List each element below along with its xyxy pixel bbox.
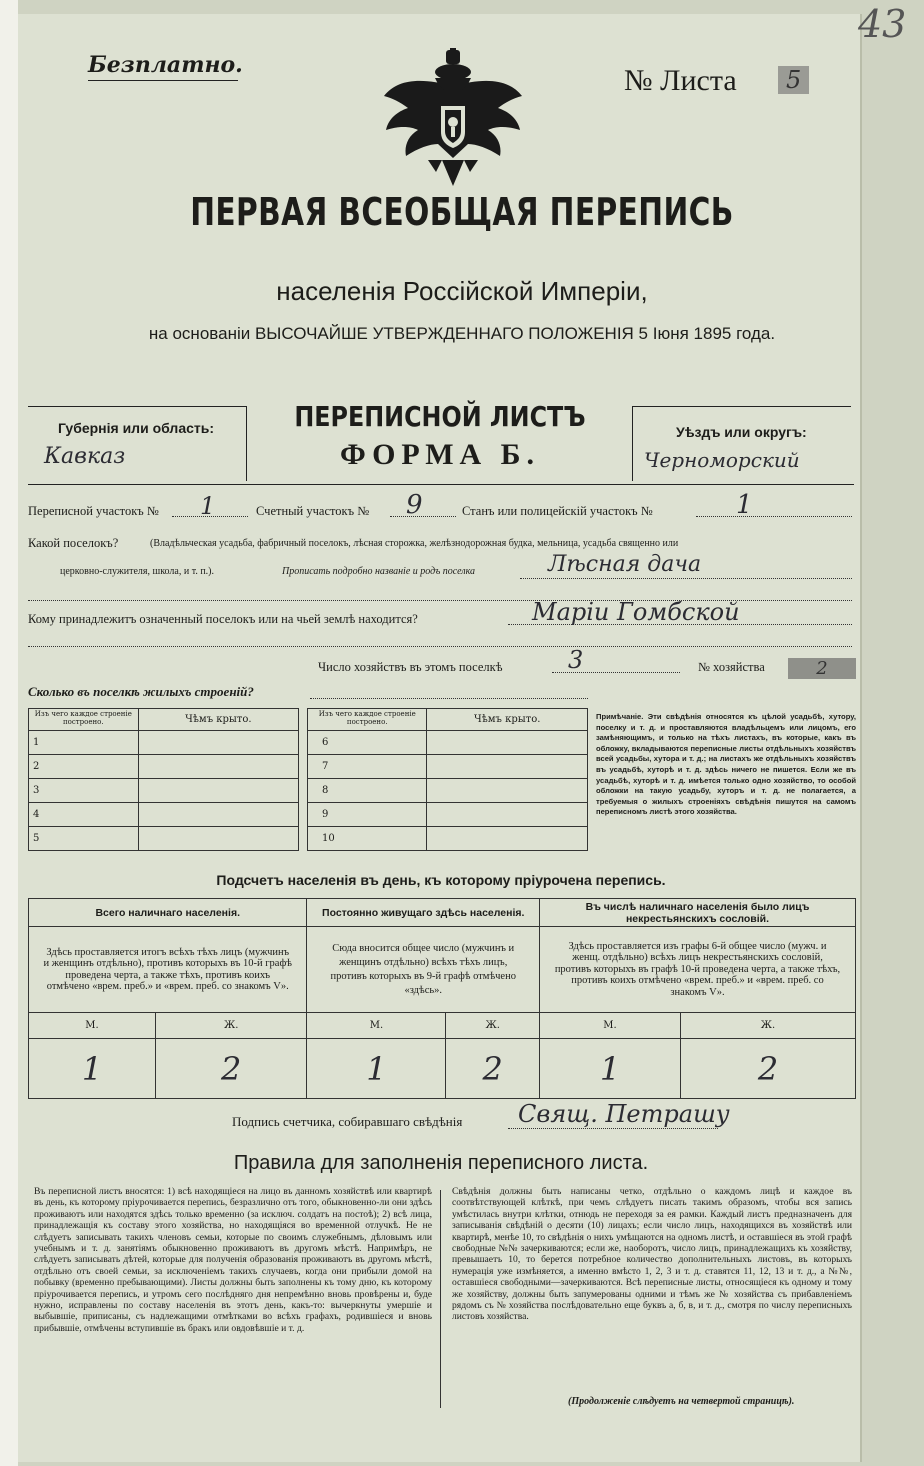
form-subtitle: ФОРМА Б. <box>339 438 541 471</box>
rules-right-text: Свѣдѣнія должны быть написаны четко, отдѣльно о каждомъ лицѣ и каждое въ соотвѣтствующей клѣткѣ, при чемъ слѣдуетъ писать такимъ образомъ, чтобы вся запись умѣстилась внутри клѣтки, отнюдь не переходя за ея рамки. Каждый листъ предназначенъ для записыванія свѣдѣній о десяти (10) лицахъ; если число лицъ, находящихся въ хозяйствѣ или квартирѣ, менѣе 10, то свѣдѣнія о нихъ умѣщаются на одномъ листѣ, и оставшіеся въ этой графѣ свободные №№ зачеркиваются; если же, наоборотъ, число лицъ, принадлежащихъ къ хозяйству, превышаетъ 10, то берется потребное количество дополнительныхъ листовъ, въ которыхъ нумерація уже измѣняется, а именно вмѣсто 1, 2, 3 и т. д. ставятся 11, 12, 13 и т. д., а №№, оставшіеся свободными—зачеркиваются. Всѣ переписные листы, относящіеся къ одному и тому же хозяйству, должны быть запумерованы одними и тѣмъ же № хозяйства съ прибавленіемъ рядомъ съ № хозяйства послѣдовательно еще буквъ а, б, в, и т. д., смотря по числу переписныхъ листовъ хозяйства. <box>452 1186 852 1323</box>
total-female-count: 2 <box>156 1039 307 1099</box>
rules-continued: (Продолженіе слѣдуетъ на четвертой страницѣ). <box>568 1396 795 1407</box>
owner-label: Кому принадлежитъ означенный поселокъ или на чьей землѣ находится? <box>28 612 418 626</box>
uezd-label: Уѣздъ или округъ: <box>676 424 807 440</box>
table-row: 3 8 <box>29 779 588 803</box>
form-title: ПЕРЕПИСНОЙ ЛИСТЪ <box>294 400 586 433</box>
permanent-male-count: 1 <box>307 1039 446 1099</box>
col-roof-right: Чѣмъ крыто. <box>427 709 588 731</box>
households-value: 3 <box>568 646 584 674</box>
male-header: М. <box>307 1013 446 1039</box>
uezd-value: Черноморский <box>644 448 800 472</box>
paper-edge <box>0 0 18 1466</box>
male-header: М. <box>29 1013 156 1039</box>
census-district-value: 1 <box>200 492 216 520</box>
police-label: Станъ или полицейскій участокъ № <box>462 504 653 518</box>
free-label: Безплатно. <box>88 52 243 78</box>
gubernia-label: Губернія или область: <box>58 420 215 436</box>
col-permanent-desc: Сюда вносится общее число (мужчинъ и женщинъ отдѣльно) всѣхъ тѣхъ лицъ, противъ которыхъ въ 9-й графѣ отмѣчено «здѣсь». <box>307 927 540 1013</box>
permanent-female-count: 2 <box>446 1039 540 1099</box>
sheet-number-value: 5 <box>778 66 809 94</box>
signature-value: Свящ. Петрашу <box>518 1100 730 1128</box>
male-header: М. <box>540 1013 681 1039</box>
police-value: 1 <box>736 490 753 520</box>
note-label: Примѣчаніе. <box>596 712 644 721</box>
free-underline <box>88 80 238 81</box>
female-header: Ж. <box>156 1013 307 1039</box>
col-total-present: Всего наличнаго населенія. <box>29 899 307 927</box>
non-peasant-male-count: 1 <box>540 1039 681 1099</box>
note-text: Эти свѣдѣнія относятся къ цѣлой усадьбѣ, хутору, поселку и т. д. и проставляются владѣльцемъ или лицомъ, его замѣняющимъ, и только на тѣхъ листахъ, въ которые, какъ въ обложку, вкладываются переписные листы отдѣльныхъ хозяйствъ всей усадьбы, хутора и т. д.; на листахъ же отдѣльныхъ хозяйствъ въ усадьбѣ, хуторѣ и т. д. здѣсь ничего не пишется. Если же въ усадьбѣ, хуторѣ и т. д. имѣется только одно хозяйство, то особой обложки на такую усадьбу, хуторъ и т. д. не полагается, а требуемыя о жилыхъ строеніяхъ свѣдѣнія пишутся на самомъ переписномъ листѣ этого хозяйства. <box>596 712 856 817</box>
signature-label: Подпись счетчика, собиравшаго свѣдѣнія <box>232 1114 463 1129</box>
col-roof-left: Чѣмъ крыто. <box>138 709 299 731</box>
census-basis: на основаніи ВЫСОЧАЙШЕ УТВЕРЖДЕННАГО ПОЛОЖЕНІЯ 5 Іюня 1895 года. <box>148 324 776 343</box>
census-district-label: Переписной участокъ № <box>28 504 159 518</box>
imperial-eagle-icon <box>378 48 528 188</box>
non-peasant-female-count: 2 <box>681 1039 856 1099</box>
buildings-table <box>28 708 588 851</box>
count-district-value: 9 <box>406 490 423 520</box>
buildings-note <box>596 712 856 818</box>
sheet-number-label: № Листа <box>624 64 737 97</box>
households-label: Число хозяйствъ въ этомъ поселкѣ <box>318 660 503 674</box>
gubernia-value: Кавказ <box>44 444 126 469</box>
page-number: 43 <box>858 2 907 46</box>
settlement-value: Лѣсная дача <box>548 552 702 577</box>
household-number-value: 2 <box>788 658 856 679</box>
settlement-hint-2: церковно-служителя, школа, и т. п.). <box>60 566 214 577</box>
buildings-label: Сколько въ поселкѣ жилыхъ строеній? <box>28 684 254 699</box>
total-male-count: 1 <box>29 1039 156 1099</box>
rules-title: Правила для заполненія переписного листа. <box>233 1152 649 1174</box>
col-non-peasant: Въ числѣ наличнаго населенія было лицъ некрестьянскихъ сословій. <box>540 899 856 927</box>
table-row: 4 9 <box>29 803 588 827</box>
col-non-peasant-desc: Здѣсь проставляется изъ графы 6-й общее число (мужч. и женщ. отдѣльно) всѣхъ лицъ некрестьянскихъ сословій, противъ которыхъ въ графѣ 10-й проведена черта, а также тѣхъ, противъ коихъ отмѣчено «врем. преб.» и «врем. преб. со знакомъ V». <box>540 927 856 1013</box>
rules-left-text: Въ переписной листъ вносятся: 1) всѣ находящіеся на лицо въ данномъ хозяйствѣ или квартирѣ въ день, къ которому пріурочивается перепись, безразлично отъ того, обыкновенно-ли они здѣсь проживаютъ или находятся здѣсь только временно (за исключ. солдатъ на постоѣ); 2) всѣ лица, принадлежащія къ составу этого хозяйства, но находящіяся во временной отлучкѣ. Не не слѣдуетъ записывать такихъ членовъ семьи, которые по своимъ служебнымъ, дѣловымъ или учебнымъ и т. д. занятіямъ обыкновенно проживаютъ въ другомъ мѣстѣ. Напримѣръ, не слѣдуетъ записывать дѣтей, которые для полученія образованія проживаютъ въ другомъ мѣстѣ, отдѣльно отъ своей семьи, за исключеніемъ такихъ случаевъ, когда они прибыли домой на побывку (временно пребывающими). Листы должны быть заполнены къ тому дню, къ которому пріурочивается перепись, и утромъ сего послѣдняго дня непремѣнно вновь провѣрены и, буде нужно, исправлены по составу населенія въ этотъ день, какъ-то: вычеркнуты умершіе и выбывшіе, приписаны, съ надлежащими отмѣтками во всѣхъ графахъ, родившіеся и вновь прибывшіе, отмѣчены вступившіе въ бракъ или овдовѣвшіе и т. д. <box>34 1186 432 1334</box>
female-header: Ж. <box>446 1013 540 1039</box>
col-permanent: Постоянно живущаго здѣсь населенія. <box>307 899 540 927</box>
census-title: ПЕРВАЯ ВСЕОБЩАЯ ПЕРЕПИСЬ <box>190 190 734 234</box>
census-subtitle: населенія Россійской Имперіи, <box>276 276 648 306</box>
header-rule <box>28 484 854 485</box>
settlement-label: Какой поселокъ? <box>28 536 119 550</box>
col-material-left: Изъ чего каждое строеніе построено. <box>29 709 139 731</box>
household-number-label: № хозяйства <box>698 660 765 674</box>
count-district-label: Счетный участокъ № <box>256 504 370 518</box>
table-row: 1 6 <box>29 731 588 755</box>
table-row: 5 10 <box>29 827 588 851</box>
settlement-hint-italic: Прописать подробно названіе и родъ поселка <box>282 566 476 577</box>
population-title: Подсчетъ населенія въ день, къ которому пріурочена перепись. <box>216 872 666 888</box>
female-header: Ж. <box>681 1013 856 1039</box>
population-table <box>28 898 856 1099</box>
rules-divider <box>440 1190 441 1408</box>
settlement-hint: (Владѣльческая усадьба, фабричный поселокъ, лѣсная сторожка, желѣзнодорожная будка, мельница, усадьба священно или <box>150 538 679 549</box>
col-total-present-desc: Здѣсь проставляется итогъ всѣхъ тѣхъ лицъ (мужчинъ и женщинъ отдѣльно), противъ которыхъ въ 10-й графѣ проведена черта, а также тѣхъ, противъ коихъ отмѣчено «врем. преб.» и «врем. преб. со знакомъ V». <box>29 927 307 1013</box>
table-row: 2 7 <box>29 755 588 779</box>
col-material-right: Изъ чего каждое строеніе построено. <box>308 709 427 731</box>
owner-value: Марiи Гомбской <box>532 598 740 626</box>
